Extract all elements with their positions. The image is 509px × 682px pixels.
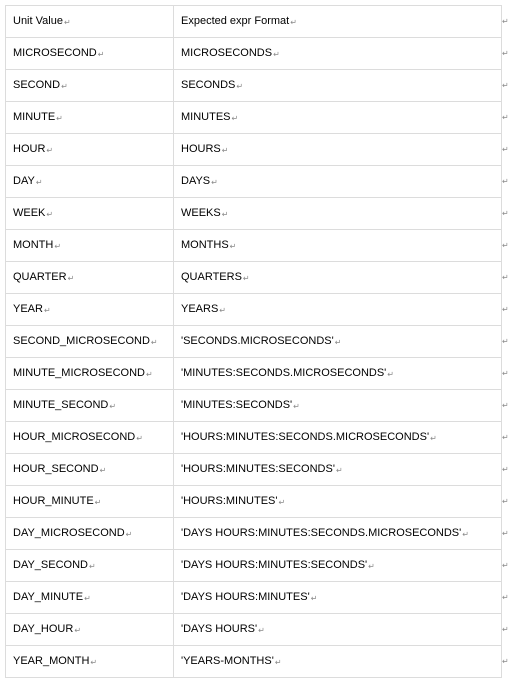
paragraph-mark-icon: ↵ [258, 626, 265, 635]
cell-text: HOUR_MICROSECOND [13, 431, 136, 443]
cell-expr-format [174, 614, 502, 646]
table-row [6, 614, 502, 646]
cell-text: HOURS [181, 143, 221, 155]
cell-text: QUARTER [13, 271, 67, 283]
paragraph-mark-icon: ↵ [46, 210, 54, 219]
row-end-mark-icon: ↵ [502, 17, 509, 26]
table-row [6, 486, 502, 518]
paragraph-mark-icon: ↵ [387, 370, 394, 379]
paragraph-mark-icon: ↵ [334, 338, 342, 347]
table-row [6, 38, 502, 70]
cell-unit-value [6, 550, 174, 582]
cell-text: HOUR_SECOND [13, 463, 99, 475]
cell-expr-format [174, 230, 502, 262]
cell-text: DAY_HOUR [13, 623, 74, 635]
cell-text: SECOND_MICROSECOND [13, 335, 150, 347]
paragraph-mark-icon: ↵ [125, 530, 133, 539]
header-cell-unit-value [6, 6, 174, 38]
cell-text: YEAR_MONTH [13, 655, 90, 667]
interval-unit-table [5, 5, 502, 678]
cell-expr-format [174, 582, 502, 614]
cell-expr-format [174, 422, 502, 454]
table-row [6, 358, 502, 390]
cell-text: HOUR_MINUTE [13, 495, 94, 507]
row-end-mark-icon: ↵ [502, 561, 509, 570]
cell-text: YEARS [181, 303, 219, 315]
paragraph-mark-icon: ↵ [290, 18, 297, 27]
cell-text: 'HOURS:MINUTES' [181, 495, 278, 507]
cell-unit-value [6, 518, 174, 550]
table-row [6, 390, 502, 422]
paragraph-mark-icon: ↵ [61, 82, 68, 91]
table-row [6, 102, 502, 134]
table-row [6, 422, 502, 454]
cell-expr-format [174, 486, 502, 518]
cell-expr-format [174, 518, 502, 550]
paragraph-mark-icon: ↵ [293, 402, 300, 411]
row-end-mark-icon: ↵ [502, 593, 509, 602]
row-end-mark-icon: ↵ [502, 273, 509, 282]
cell-unit-value [6, 390, 174, 422]
paragraph-mark-icon: ↵ [211, 178, 218, 187]
cell-unit-value [6, 166, 174, 198]
paragraph-mark-icon: ↵ [219, 306, 226, 315]
paragraph-mark-icon: ↵ [97, 50, 105, 59]
cell-expr-format [174, 166, 502, 198]
cell-expr-format [174, 390, 502, 422]
paragraph-mark-icon: ↵ [35, 178, 43, 187]
cell-text: DAYS [181, 175, 211, 187]
cell-expr-format [174, 646, 502, 678]
paragraph-mark-icon: ↵ [310, 594, 318, 603]
table-row [6, 230, 502, 262]
row-end-mark-icon: ↵ [502, 657, 509, 666]
paragraph-mark-icon: ↵ [136, 434, 143, 443]
cell-expr-format [174, 70, 502, 102]
row-end-mark-icon: ↵ [502, 305, 509, 314]
row-end-mark-icon: ↵ [502, 113, 509, 122]
cell-unit-value [6, 454, 174, 486]
cell-expr-format [174, 38, 502, 70]
cell-text: 'YEARS-MONTHS' [181, 655, 274, 667]
cell-unit-value [6, 582, 174, 614]
cell-text: Unit Value [13, 15, 63, 27]
row-end-mark-icon: ↵ [502, 625, 509, 634]
table-row [6, 262, 502, 294]
cell-expr-format [174, 454, 502, 486]
table-row [6, 550, 502, 582]
cell-unit-value [6, 230, 174, 262]
paragraph-mark-icon: ↵ [90, 658, 98, 667]
cell-unit-value [6, 198, 174, 230]
paragraph-mark-icon: ↵ [109, 402, 117, 411]
cell-text: 'HOURS:MINUTES:SECONDS.MICROSECONDS' [181, 431, 430, 443]
cell-unit-value [6, 486, 174, 518]
cell-text: QUARTERS [181, 271, 242, 283]
cell-expr-format [174, 102, 502, 134]
header-cell-expr-format [174, 6, 502, 38]
table-row [6, 326, 502, 358]
cell-text: Expected expr Format [181, 15, 290, 27]
row-end-mark-icon: ↵ [502, 81, 509, 90]
cell-text: DAY_SECOND [13, 559, 88, 571]
paragraph-mark-icon: ↵ [231, 114, 239, 123]
cell-text: DAY_MICROSECOND [13, 527, 125, 539]
row-end-mark-icon: ↵ [502, 465, 509, 474]
row-end-mark-icon: ↵ [502, 177, 509, 186]
table-header-row [6, 6, 502, 38]
cell-text: 'SECONDS.MICROSECONDS' [181, 335, 334, 347]
cell-expr-format [174, 550, 502, 582]
paragraph-mark-icon: ↵ [146, 370, 153, 379]
table-row [6, 294, 502, 326]
row-end-mark-icon: ↵ [502, 497, 509, 506]
row-end-mark-icon: ↵ [502, 145, 509, 154]
cell-expr-format [174, 326, 502, 358]
table-row [6, 166, 502, 198]
row-end-mark-icon: ↵ [502, 401, 509, 410]
cell-expr-format [174, 262, 502, 294]
table-row [6, 454, 502, 486]
cell-expr-format [174, 358, 502, 390]
cell-text: 'DAYS HOURS:MINUTES' [181, 591, 310, 603]
cell-text: MONTH [13, 239, 54, 251]
paragraph-mark-icon: ↵ [274, 658, 282, 667]
cell-text: 'DAYS HOURS' [181, 623, 258, 635]
paragraph-mark-icon: ↵ [335, 466, 343, 475]
cell-text: 'DAYS HOURS:MINUTES:SECONDS.MICROSECONDS' [181, 527, 462, 539]
paragraph-mark-icon: ↵ [67, 274, 75, 283]
table-row [6, 70, 502, 102]
cell-text: DAY_MINUTE [13, 591, 84, 603]
cell-text: MICROSECOND [13, 47, 97, 59]
paragraph-mark-icon: ↵ [43, 306, 51, 315]
cell-unit-value [6, 70, 174, 102]
paragraph-mark-icon: ↵ [236, 82, 244, 91]
cell-text: MINUTES [181, 111, 231, 123]
cell-expr-format [174, 294, 502, 326]
cell-text: MICROSECONDS [181, 47, 273, 59]
row-end-mark-icon: ↵ [502, 49, 509, 58]
cell-text: MINUTE [13, 111, 56, 123]
cell-text: 'HOURS:MINUTES:SECONDS' [181, 463, 335, 475]
cell-text: MINUTE_MICROSECOND [13, 367, 146, 379]
cell-text: SECONDS [181, 79, 236, 91]
table-row [6, 582, 502, 614]
cell-unit-value [6, 102, 174, 134]
paragraph-mark-icon: ↵ [56, 114, 63, 123]
cell-text: MINUTE_SECOND [13, 399, 109, 411]
row-end-mark-icon: ↵ [502, 241, 509, 250]
cell-text: 'DAYS HOURS:MINUTES:SECONDS' [181, 559, 368, 571]
paragraph-mark-icon: ↵ [94, 498, 102, 507]
paragraph-mark-icon: ↵ [99, 466, 107, 475]
cell-text: MONTHS [181, 239, 229, 251]
row-end-mark-icon: ↵ [502, 369, 509, 378]
cell-text: YEAR [13, 303, 43, 315]
paragraph-mark-icon: ↵ [84, 594, 91, 603]
cell-unit-value [6, 358, 174, 390]
cell-unit-value [6, 262, 174, 294]
row-end-mark-icon: ↵ [502, 209, 509, 218]
row-end-mark-icon: ↵ [502, 337, 509, 346]
table-row [6, 646, 502, 678]
paragraph-mark-icon: ↵ [229, 242, 237, 251]
cell-text: WEEK [13, 207, 46, 219]
cell-unit-value [6, 38, 174, 70]
cell-expr-format [174, 198, 502, 230]
paragraph-mark-icon: ↵ [74, 626, 82, 635]
paragraph-mark-icon: ↵ [54, 242, 62, 251]
table-row [6, 198, 502, 230]
table-row [6, 134, 502, 166]
table-body [6, 6, 502, 678]
cell-text: SECOND [13, 79, 61, 91]
paragraph-mark-icon: ↵ [430, 434, 437, 443]
paragraph-mark-icon: ↵ [278, 498, 286, 507]
paragraph-mark-icon: ↵ [221, 146, 229, 155]
cell-text: 'MINUTES:SECONDS' [181, 399, 293, 411]
cell-expr-format [174, 134, 502, 166]
cell-text: DAY [13, 175, 35, 187]
paragraph-mark-icon: ↵ [368, 562, 375, 571]
paragraph-mark-icon: ↵ [221, 210, 229, 219]
cell-text: HOUR [13, 143, 46, 155]
paragraph-mark-icon: ↵ [63, 18, 71, 27]
cell-unit-value [6, 326, 174, 358]
cell-unit-value [6, 294, 174, 326]
cell-text: WEEKS [181, 207, 221, 219]
paragraph-mark-icon: ↵ [273, 50, 280, 59]
paragraph-mark-icon: ↵ [88, 562, 96, 571]
paragraph-mark-icon: ↵ [242, 274, 250, 283]
cell-unit-value [6, 614, 174, 646]
row-end-mark-icon: ↵ [502, 433, 509, 442]
paragraph-mark-icon: ↵ [462, 530, 469, 539]
cell-unit-value [6, 646, 174, 678]
paragraph-mark-icon: ↵ [46, 146, 54, 155]
cell-unit-value [6, 422, 174, 454]
cell-text: 'MINUTES:SECONDS.MICROSECONDS' [181, 367, 387, 379]
paragraph-mark-icon: ↵ [150, 338, 158, 347]
row-end-mark-icon: ↵ [502, 529, 509, 538]
cell-unit-value [6, 134, 174, 166]
table-row [6, 518, 502, 550]
